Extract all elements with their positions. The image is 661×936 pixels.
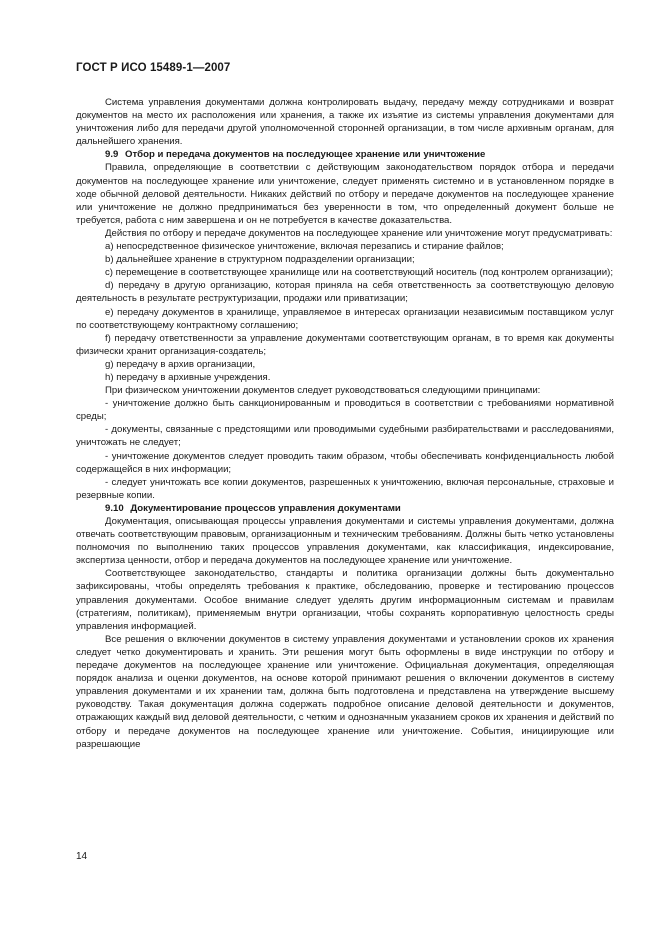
page-content xyxy=(76,96,614,751)
list-item: c) перемещение в соответствующее хранилище или на соответствующий носитель (под контролем организации); xyxy=(105,267,613,279)
list-item: b) дальнейшее хранение в структурном подразделении организации; xyxy=(105,254,415,266)
list-item: a) непосредственное физическое уничтожение, включая перезапись и стирание файлов; xyxy=(105,241,504,253)
list-item: - уничтожение документов следует проводить таким образом, чтобы обеспечивать конфиденциальность любой содержащейся в них информации; xyxy=(76,450,614,475)
list-item: g) передачу в архив организации, xyxy=(105,358,256,370)
paragraph-intro: Система управления документами должна контролировать выдачу, передачу между сотрудниками и возврат документов на место их расположения или хранения, а также их изъятие из системы управления документами для уничтожения либо для передачи другой уполномоченной сторонней организации, в том числе архивным органам, для дальнейшего хранения. xyxy=(76,97,614,148)
paragraph: Все решения о включении документов в систему управления документами и установлении сроков их хранения следует четко документировать и хранить. Эти решения могут быть оформлены в виде инструкции по отбору и передаче документов на последующее хранение или уничтожение. Официальная документация, определяющая порядок анализа и оценки документов, на основе которой принимают решения о включении документов в систему управления документами и их хранении там, должна быть подготовлена и представлена на утверждение высшему руководству. Такая документация должна содержать подробное описание деловой деятельности и документов, отражающих каждый вид деловой деятельности, с четким и однозначным указанием сроков их хранения и действий по отбору и передаче документов на последующее хранение или уничтожение. События, инициирующие или разрешающие xyxy=(76,633,614,750)
paragraph: При физическом уничтожении документов следует руководствоваться следующими принципами: xyxy=(105,385,541,397)
list-item: f) передачу ответственности за управление документами соответствующим органам, в то время как документы физически хранит организация-создатель; xyxy=(76,332,614,357)
section-title: Документирование процессов управления документами xyxy=(130,502,401,514)
section-number: 9.9 xyxy=(105,149,119,161)
section-title: Отбор и передача документов на последующее хранение или уничтожение xyxy=(125,149,486,161)
list-item: - следует уничтожать все копии документов, разрешенных к уничтожению, включая персональные, страховые и резервные копии. xyxy=(76,476,614,501)
page-number: 14 xyxy=(76,851,88,862)
paragraph: Документация, описывающая процессы управления документами и системы управления документами, должна отвечать соответствующим правовым, организационным и техническим требованиям. Должны быть четко установлены полномочия по выполнению таких процессов управления документами, как классификация, индексирование, экспертиза ценности, отбор и передача документов на последующее хранение или уничтожение. xyxy=(76,516,614,567)
section-heading-9-10 xyxy=(76,502,614,515)
list-item: d) передачу в другую организацию, которая приняла на себя ответственность за соответствующую деловую деятельность в результате реструктуризации, продажи или приватизации; xyxy=(76,280,614,305)
list-item: - уничтожение должно быть санкционированным и проводиться в соответствии с требованиями нормативной среды; xyxy=(76,398,614,423)
section-number: 9.10 xyxy=(105,502,124,514)
list-item: h) передачу в архивные учреждения. xyxy=(105,371,271,383)
list-item: - документы, связанные с предстоящими или проводимыми судебными разбирательствами и расследованиями, уничтожать не следует; xyxy=(76,424,614,449)
paragraph: Правила, определяющие в соответствии с действующим законодательством порядок отбора и передачи документов на последующее хранение или уничтожение, следует применять системно и в установленном порядке в ходе обычной деловой деятельности. Никаких действий по отбору и передаче документов на последующее хранение или уничтожение не должно предприниматься без уверенности в том, что определенный документ больше не требуется, работа с ним завершена и он не потребуется в качестве доказательства. xyxy=(76,162,614,226)
list-item: e) передачу документов в хранилище, управляемое в интересах организации независимым поставщиком услуг по соответствующему контрактному соглашению; xyxy=(76,306,614,331)
paragraph: Соответствующее законодательство, стандарты и политика организации должны быть документально зафиксированы, чтобы определять требования к практике, обследованию, проверке и тестированию процессов управления документами. Особое внимание следует уделять другим информационным системам и правилам (стратегиям, политикам), применяемым внутри организации, чтобы сохранять корпоративную целостность среды управления информацией. xyxy=(76,568,614,632)
document-header: ГОСТ Р ИСО 15489-1—2007 xyxy=(76,62,231,74)
paragraph: Действия по отбору и передаче документов на последующее хранение или уничтожение могут предусматривать: xyxy=(105,227,613,239)
section-heading-9-9 xyxy=(76,148,614,161)
